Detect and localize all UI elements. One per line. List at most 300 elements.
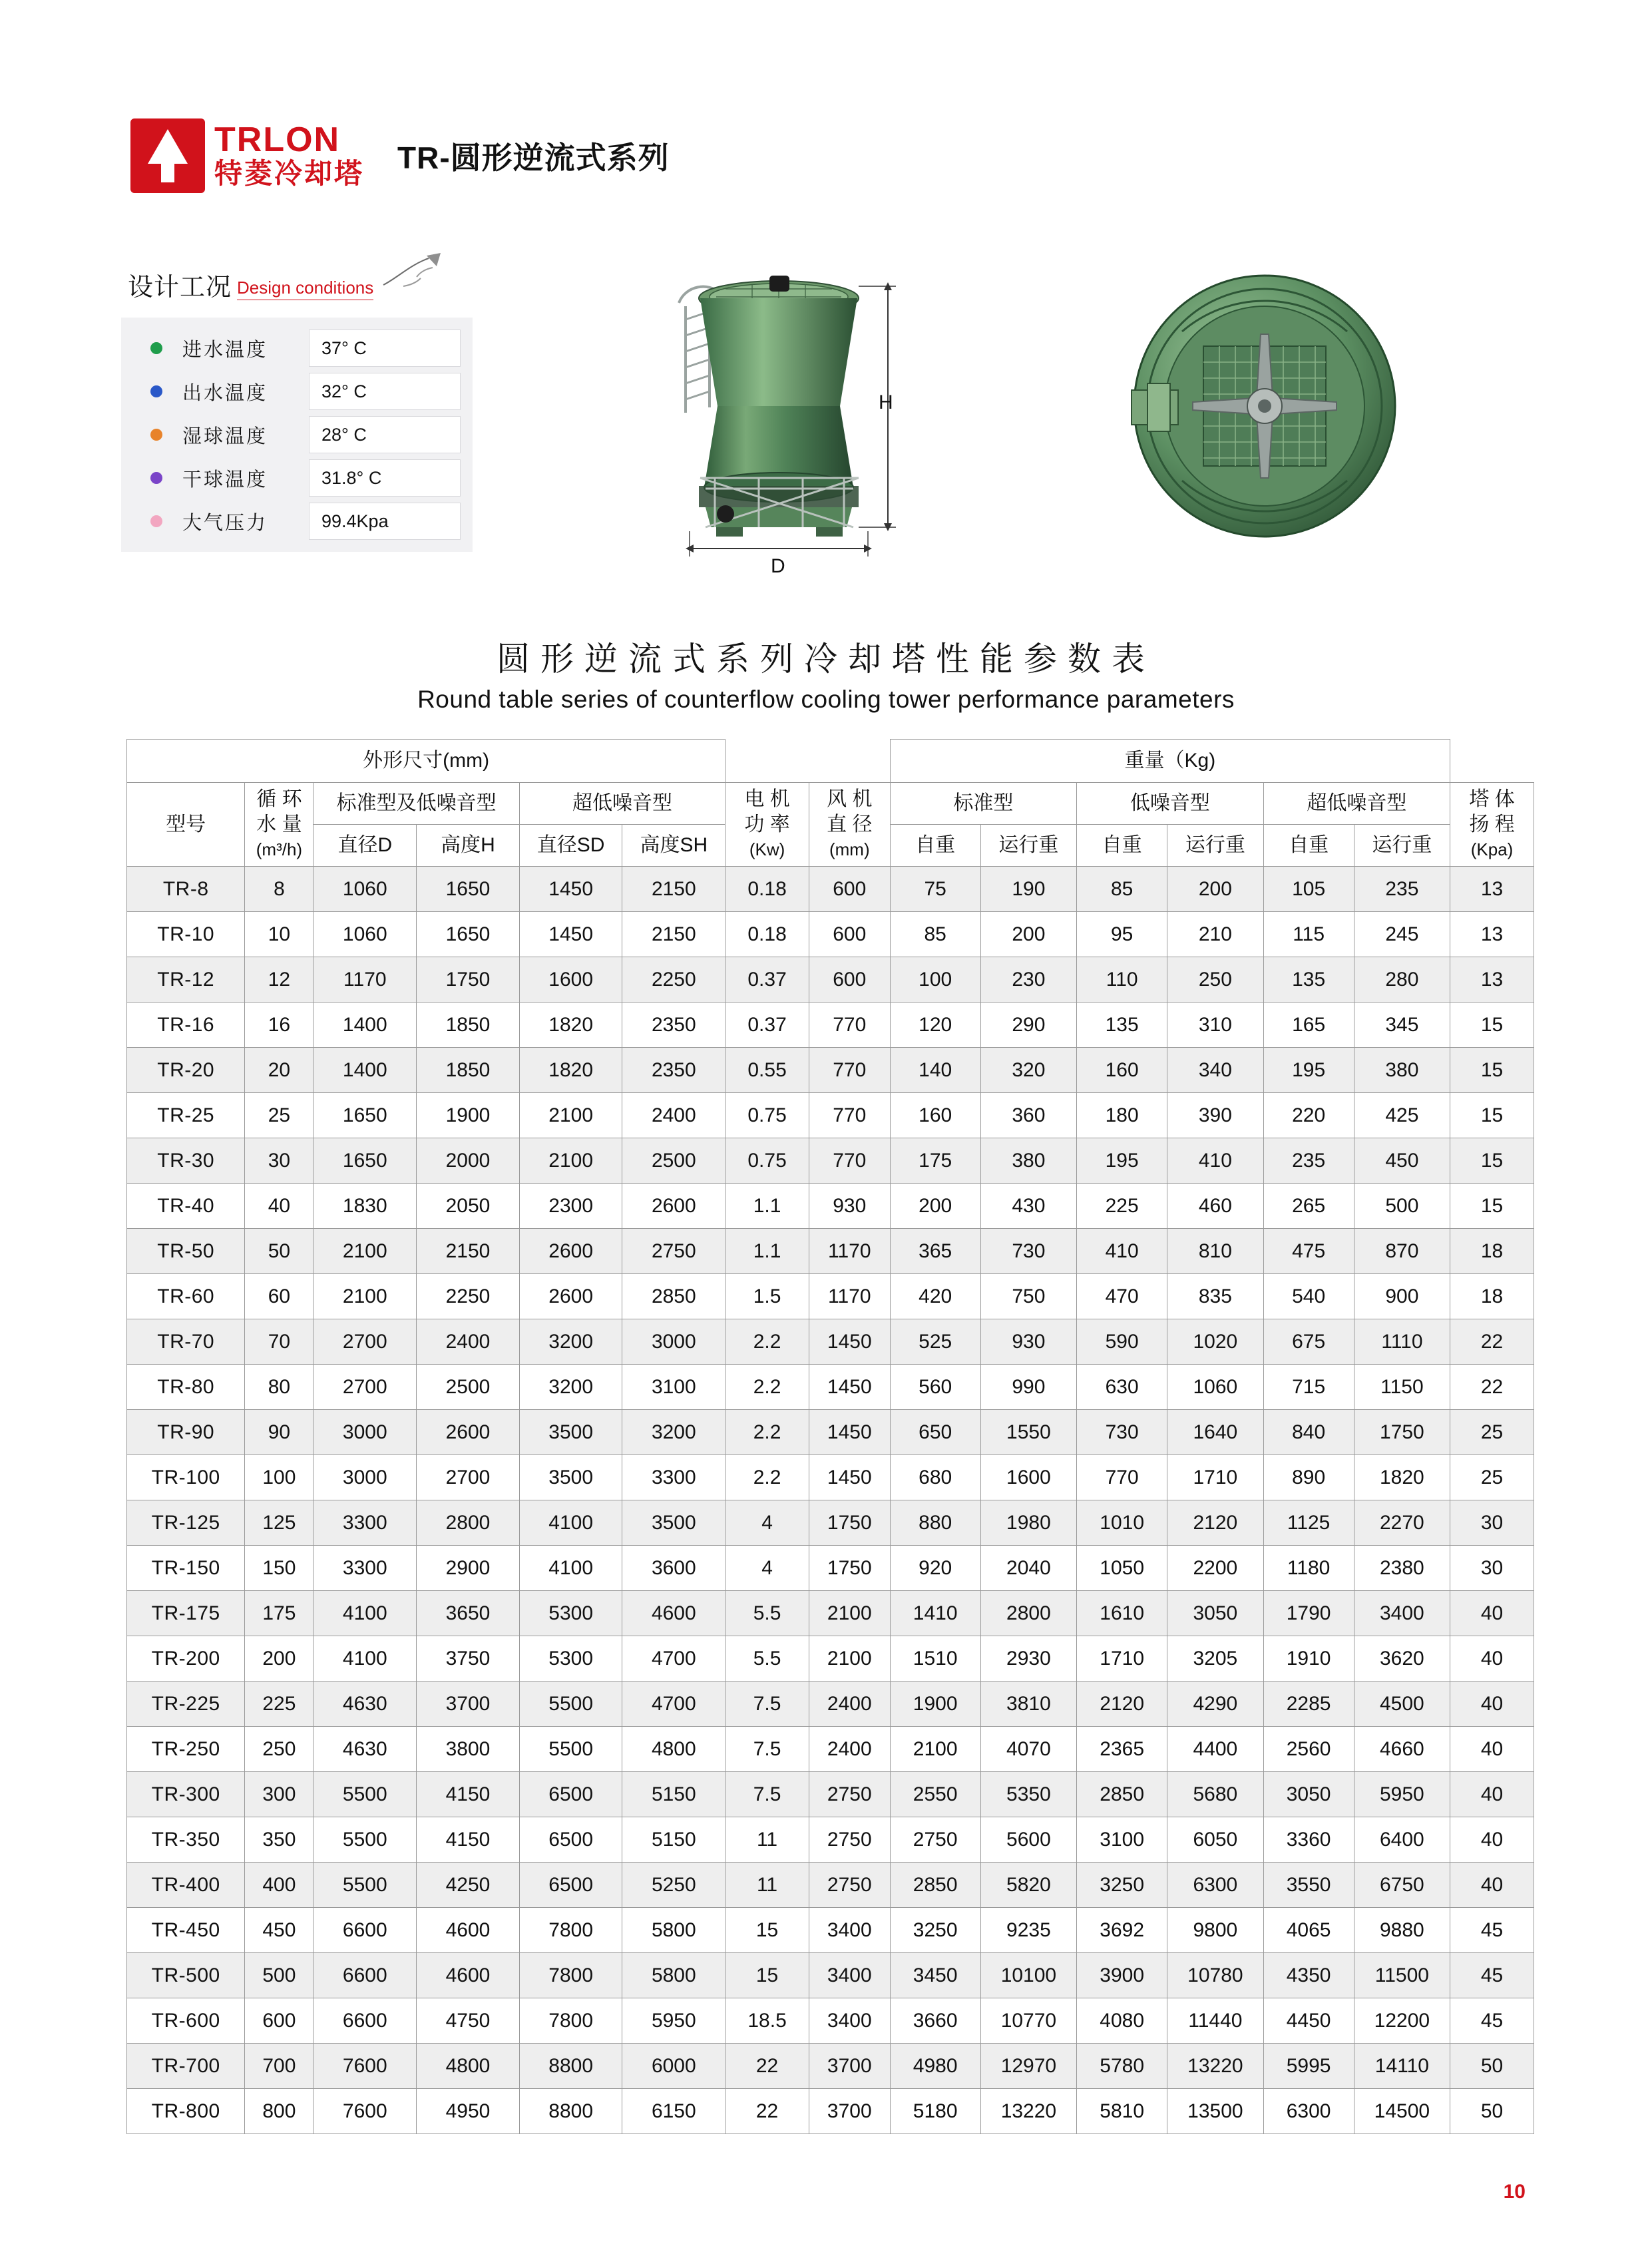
table-cell: 2270 [1354, 1500, 1450, 1546]
table-cell: 4800 [417, 2044, 520, 2089]
table-cell: 1020 [1167, 1319, 1263, 1365]
table-cell: 450 [1354, 1138, 1450, 1184]
design-condition-label: 湿球温度 [182, 425, 268, 447]
table-cell: 3700 [809, 2044, 890, 2089]
table-cell: 85 [1077, 867, 1167, 912]
table-cell-model: TR-30 [127, 1138, 245, 1184]
table-cell: 200 [1167, 867, 1263, 912]
table-row [127, 1591, 1534, 1636]
table-cell: 2800 [980, 1591, 1076, 1636]
bullet-dot-icon [133, 472, 180, 484]
table-cell: 3500 [519, 1455, 622, 1500]
table-row [127, 912, 1534, 957]
table-cell: 1180 [1263, 1546, 1354, 1591]
table-cell: 0.18 [725, 912, 809, 957]
table-row [127, 1319, 1534, 1365]
table-cell: 835 [1167, 1274, 1263, 1319]
table-cell: 180 [1077, 1093, 1167, 1138]
table-cell: 2380 [1354, 1546, 1450, 1591]
table-cell: 1980 [980, 1500, 1076, 1546]
table-cell: 2750 [809, 1772, 890, 1817]
table-cell: 1510 [890, 1636, 980, 1682]
table-cell: 160 [1077, 1048, 1167, 1093]
table-cell: 1910 [1263, 1636, 1354, 1682]
dimension-label-diameter: D [771, 555, 785, 577]
table-cell: 525 [890, 1319, 980, 1365]
table-cell: 30 [245, 1138, 313, 1184]
table-cell: 230 [980, 957, 1076, 1003]
table-cell: 40 [1450, 1636, 1534, 1682]
table-cell: 2350 [622, 1003, 725, 1048]
table-cell: 1710 [1167, 1455, 1263, 1500]
table-cell: 165 [1263, 1003, 1354, 1048]
logo-text-cn: 特菱冷却塔 [214, 158, 365, 190]
table-cell: 225 [1077, 1184, 1167, 1229]
table-cell: 2.2 [725, 1319, 809, 1365]
table-cell: 0.75 [725, 1093, 809, 1138]
table-cell: 600 [809, 867, 890, 912]
table-cell: 425 [1354, 1093, 1450, 1138]
table-cell: 560 [890, 1365, 980, 1410]
table-cell: 7600 [313, 2044, 417, 2089]
table-row [127, 1138, 1534, 1184]
table-cell: 3500 [519, 1410, 622, 1455]
table-cell: 5780 [1077, 2044, 1167, 2089]
table-cell: 1450 [809, 1365, 890, 1410]
table-cell: 3205 [1167, 1636, 1263, 1682]
table-cell: 18 [1450, 1229, 1534, 1274]
table-body [127, 867, 1534, 2134]
table-header-self-weight-std: 自重 [890, 825, 980, 867]
table-cell: 990 [980, 1365, 1076, 1410]
table-cell: 3900 [1077, 1953, 1167, 1998]
table-cell: 4350 [1263, 1953, 1354, 1998]
table-cell: 22 [725, 2044, 809, 2089]
table-cell: 3800 [417, 1727, 520, 1772]
table-cell: 4500 [1354, 1682, 1450, 1727]
table-cell: 2100 [809, 1636, 890, 1682]
table-cell: 3400 [809, 1953, 890, 1998]
table-cell: 4700 [622, 1682, 725, 1727]
table-row [127, 1817, 1534, 1863]
table-cell: 6600 [313, 1953, 417, 1998]
table-cell: 4750 [417, 1998, 520, 2044]
table-cell: 40 [1450, 1772, 1534, 1817]
table-cell: 2300 [519, 1184, 622, 1229]
table-cell: 5150 [622, 1817, 725, 1863]
dimension-label-height: H [879, 391, 893, 413]
table-cell: 250 [1167, 957, 1263, 1003]
table-cell-model: TR-80 [127, 1365, 245, 1410]
table-cell: 25 [1450, 1455, 1534, 1500]
table-cell: 45 [1450, 1953, 1534, 1998]
table-cell: 3200 [519, 1365, 622, 1410]
table-cell: 2850 [1077, 1772, 1167, 1817]
table-cell: 3660 [890, 1998, 980, 2044]
table-row [127, 1048, 1534, 1093]
table-cell: 7.5 [725, 1682, 809, 1727]
table-header-weight-standard: 标准型 [890, 783, 1076, 825]
design-condition-value: 28° C [309, 416, 461, 453]
table-cell: 880 [890, 1500, 980, 1546]
table-cell-model: TR-350 [127, 1817, 245, 1863]
table-cell: 2500 [622, 1138, 725, 1184]
table-cell: 3200 [622, 1410, 725, 1455]
table-cell: 200 [890, 1184, 980, 1229]
bullet-dot-icon [133, 385, 180, 397]
table-cell: 890 [1263, 1455, 1354, 1500]
table-cell: 220 [1263, 1093, 1354, 1138]
table-cell: 770 [1077, 1455, 1167, 1500]
table-cell: 135 [1077, 1003, 1167, 1048]
table-cell: 13 [1450, 912, 1534, 957]
table-row [127, 1863, 1534, 1908]
table-cell: 3000 [622, 1319, 725, 1365]
table-cell: 5500 [313, 1772, 417, 1817]
table-cell: 1450 [809, 1455, 890, 1500]
table-cell: 3000 [313, 1455, 417, 1500]
table-cell: 460 [1167, 1184, 1263, 1229]
table-cell: 2.2 [725, 1410, 809, 1455]
table-cell: 150 [245, 1546, 313, 1591]
table-cell: 1450 [519, 912, 622, 957]
table-cell: 2930 [980, 1636, 1076, 1682]
table-cell: 175 [890, 1138, 980, 1184]
table-cell: 2700 [313, 1319, 417, 1365]
table-cell: 200 [980, 912, 1076, 957]
table-header-fan-diameter: 风 机 直 径 (mm) [809, 783, 890, 867]
table-cell: 3200 [519, 1319, 622, 1365]
table-cell: 4600 [417, 1908, 520, 1953]
table-cell: 920 [890, 1546, 980, 1591]
table-cell: 1060 [1167, 1365, 1263, 1410]
table-cell: 6500 [519, 1817, 622, 1863]
table-cell: 1125 [1263, 1500, 1354, 1546]
table-cell: 7.5 [725, 1727, 809, 1772]
table-cell: 200 [245, 1636, 313, 1682]
table-cell: 840 [1263, 1410, 1354, 1455]
table-cell: 5500 [519, 1727, 622, 1772]
table-header-motor-power: 电 机 功 率 (Kw) [725, 783, 809, 867]
table-cell: 5300 [519, 1636, 622, 1682]
table-header-flow [245, 783, 313, 867]
table-cell: 770 [809, 1048, 890, 1093]
table-cell: 390 [1167, 1093, 1263, 1138]
table-cell: 770 [809, 1093, 890, 1138]
table-cell-model: TR-40 [127, 1184, 245, 1229]
table-cell: 2700 [313, 1365, 417, 1410]
table-cell: 1650 [313, 1093, 417, 1138]
table-cell-model: TR-300 [127, 1772, 245, 1817]
table-cell: 95 [1077, 912, 1167, 957]
table-cell: 800 [245, 2089, 313, 2134]
table-cell: 3050 [1167, 1591, 1263, 1636]
table-cell: 6400 [1354, 1817, 1450, 1863]
design-condition-row [133, 459, 461, 497]
table-cell: 1.1 [725, 1229, 809, 1274]
table-cell: 680 [890, 1455, 980, 1500]
table-cell: 40 [245, 1184, 313, 1229]
table-cell: 1170 [313, 957, 417, 1003]
table-row [127, 957, 1534, 1003]
table-cell: 5600 [980, 1817, 1076, 1863]
table-cell: 2100 [890, 1727, 980, 1772]
table-cell: 1850 [417, 1048, 520, 1093]
table-cell: 7800 [519, 1908, 622, 1953]
motor-power-unit: (Kw) [749, 839, 785, 860]
table-cell: 1170 [809, 1229, 890, 1274]
table-cell: 2.2 [725, 1365, 809, 1410]
table-header-dia-d: 直径D [313, 825, 417, 867]
tower-head-unit: (Kpa) [1470, 839, 1514, 860]
table-cell: 5995 [1263, 2044, 1354, 2089]
table-cell: 10100 [980, 1953, 1076, 1998]
table-cell-model: TR-50 [127, 1229, 245, 1274]
table-cell: 3500 [622, 1500, 725, 1546]
table-header-dia-sd: 直径SD [519, 825, 622, 867]
table-cell: 3360 [1263, 1817, 1354, 1863]
table-cell: 1400 [313, 1003, 417, 1048]
table-cell: 2850 [622, 1274, 725, 1319]
table-cell: 3400 [809, 1908, 890, 1953]
table-cell: 3100 [622, 1365, 725, 1410]
table-cell: 630 [1077, 1365, 1167, 1410]
table-cell: 500 [1354, 1184, 1450, 1229]
table-cell: 4150 [417, 1772, 520, 1817]
table-cell: 13220 [980, 2089, 1076, 2134]
table-cell: 1850 [417, 1003, 520, 1048]
table-cell-model: TR-25 [127, 1093, 245, 1138]
table-cell: 225 [245, 1682, 313, 1727]
table-cell: 2.2 [725, 1455, 809, 1500]
table-cell: 50 [245, 1229, 313, 1274]
table-cell: 2550 [890, 1772, 980, 1817]
triangle-arrow-logo-icon [130, 118, 205, 193]
table-cell: 5180 [890, 2089, 980, 2134]
table-cell: 10 [245, 912, 313, 957]
table-cell: 15 [725, 1908, 809, 1953]
design-condition-value: 37° C [309, 330, 461, 367]
table-cell: 245 [1354, 912, 1450, 957]
table-cell: 6000 [622, 2044, 725, 2089]
table-cell: 2100 [313, 1229, 417, 1274]
table-cell: 1820 [1354, 1455, 1450, 1500]
table-cell: 3600 [622, 1546, 725, 1591]
table-cell: 10770 [980, 1998, 1076, 2044]
table-cell: 3550 [1263, 1863, 1354, 1908]
table-cell-model: TR-60 [127, 1274, 245, 1319]
table-cell: 1410 [890, 1591, 980, 1636]
table-cell: 1400 [313, 1048, 417, 1093]
table-cell: 2400 [622, 1093, 725, 1138]
design-condition-label: 干球温度 [182, 469, 268, 491]
table-cell: 9235 [980, 1908, 1076, 1953]
table-cell: 2040 [980, 1546, 1076, 1591]
table-cell: 410 [1077, 1229, 1167, 1274]
table-cell: 4950 [417, 2089, 520, 2134]
table-cell: 30 [1450, 1500, 1534, 1546]
table-cell: 900 [1354, 1274, 1450, 1319]
table-cell: 12 [245, 957, 313, 1003]
table-cell-model: TR-225 [127, 1682, 245, 1727]
table-cell: 4 [725, 1546, 809, 1591]
table-cell: 6300 [1167, 1863, 1263, 1908]
table-cell: 1450 [809, 1410, 890, 1455]
table-cell: 1010 [1077, 1500, 1167, 1546]
design-conditions-title-en: Design conditions [237, 278, 373, 300]
table-cell: 310 [1167, 1003, 1263, 1048]
table-cell: 2400 [809, 1727, 890, 1772]
table-cell: 30 [1450, 1546, 1534, 1591]
flow-label-line1: 循 环 水 量 [256, 788, 302, 835]
table-cell: 420 [890, 1274, 980, 1319]
table-cell: 5800 [622, 1908, 725, 1953]
table-cell: 450 [245, 1908, 313, 1953]
bullet-dot-icon [133, 429, 180, 441]
table-cell: 1600 [519, 957, 622, 1003]
table-cell: 5820 [980, 1863, 1076, 1908]
table-cell: 11 [725, 1863, 809, 1908]
table-cell: 13500 [1167, 2089, 1263, 2134]
design-condition-label: 大气压力 [182, 512, 268, 534]
table-cell-model: TR-16 [127, 1003, 245, 1048]
table-cell: 18 [1450, 1274, 1534, 1319]
table-cell: 11500 [1354, 1953, 1450, 1998]
table-cell: 4630 [313, 1682, 417, 1727]
table-cell: 1110 [1354, 1319, 1450, 1365]
table-header-self-weight-ultra: 自重 [1263, 825, 1354, 867]
table-row [127, 1184, 1534, 1229]
table-cell-model: TR-800 [127, 2089, 245, 2134]
table-cell: 2500 [417, 1365, 520, 1410]
table-cell: 4600 [622, 1591, 725, 1636]
table-cell: 4400 [1167, 1727, 1263, 1772]
table-cell: 4450 [1263, 1998, 1354, 2044]
table-cell-model: TR-450 [127, 1908, 245, 1953]
table-cell: 280 [1354, 957, 1450, 1003]
table-cell: 3700 [809, 2089, 890, 2134]
table-cell: 1750 [1354, 1410, 1450, 1455]
hand-pen-decorative-icon [377, 252, 457, 292]
table-cell: 90 [245, 1410, 313, 1455]
table-cell: 2050 [417, 1184, 520, 1229]
table-cell-model: TR-175 [127, 1591, 245, 1636]
table-cell: 22 [1450, 1319, 1534, 1365]
table-cell: 2200 [1167, 1546, 1263, 1591]
table-cell: 265 [1263, 1184, 1354, 1229]
table-cell: 400 [245, 1863, 313, 1908]
table-cell: 5250 [622, 1863, 725, 1908]
table-cell: 3300 [313, 1500, 417, 1546]
table-cell: 4070 [980, 1727, 1076, 1772]
table-cell: 25 [245, 1093, 313, 1138]
table-cell: 6050 [1167, 1817, 1263, 1863]
table-cell-model: TR-700 [127, 2044, 245, 2089]
table-cell: 25 [1450, 1410, 1534, 1455]
table-cell: 4660 [1354, 1727, 1450, 1772]
table-cell: 5500 [519, 1682, 622, 1727]
table-row [127, 1229, 1534, 1274]
table-header-weight-ultra-low: 超低噪音型 [1263, 783, 1450, 825]
bullet-dot-icon [133, 515, 180, 527]
table-cell: 2365 [1077, 1727, 1167, 1772]
table-cell: 5150 [622, 1772, 725, 1817]
table-cell: 410 [1167, 1138, 1263, 1184]
table-cell: 475 [1263, 1229, 1354, 1274]
table-cell: 8 [245, 867, 313, 912]
section-title-cn: 圆形逆流式系列冷却塔性能参数表 [497, 640, 1155, 678]
table-cell: 700 [245, 2044, 313, 2089]
table-cell: 2120 [1077, 1682, 1167, 1727]
table-row [127, 2044, 1534, 2089]
table-cell: 4100 [519, 1546, 622, 1591]
table-cell: 1900 [890, 1682, 980, 1727]
table-cell-model: TR-90 [127, 1410, 245, 1455]
table-cell: 0.18 [725, 867, 809, 912]
table-cell: 1450 [519, 867, 622, 912]
table-cell: 40 [1450, 1682, 1534, 1727]
table-cell: 7.5 [725, 1772, 809, 1817]
table-cell: 140 [890, 1048, 980, 1093]
table-cell: 1750 [809, 1546, 890, 1591]
design-condition-value: 31.8° C [309, 459, 461, 497]
table-cell: 110 [1077, 957, 1167, 1003]
table-cell: 4065 [1263, 1908, 1354, 1953]
table-header-height-sh: 高度SH [622, 825, 725, 867]
table-cell: 0.37 [725, 957, 809, 1003]
table-cell: 40 [1450, 1591, 1534, 1636]
table-cell: 1650 [417, 912, 520, 957]
table-cell: 600 [809, 957, 890, 1003]
table-cell-model: TR-150 [127, 1546, 245, 1591]
brand-logo [214, 122, 364, 190]
table-cell: 3700 [417, 1682, 520, 1727]
table-cell: 4 [725, 1500, 809, 1546]
table-row [127, 1682, 1534, 1727]
table-cell: 1150 [1354, 1365, 1450, 1410]
table-cell: 1050 [1077, 1546, 1167, 1591]
table-cell: 8800 [519, 2089, 622, 2134]
logo-text-en: TRLON [214, 120, 341, 159]
table-cell: 2100 [519, 1138, 622, 1184]
table-cell-model: TR-250 [127, 1727, 245, 1772]
table-cell: 2600 [519, 1274, 622, 1319]
table-cell: 75 [890, 867, 980, 912]
table-cell: 4250 [417, 1863, 520, 1908]
table-cell: 120 [890, 1003, 980, 1048]
table-cell: 2150 [417, 1229, 520, 1274]
table-cell: 4290 [1167, 1682, 1263, 1727]
table-row [127, 867, 1534, 912]
table-cell: 3300 [313, 1546, 417, 1591]
design-conditions-title-cn: 设计工况 [128, 274, 232, 302]
table-cell: 1790 [1263, 1591, 1354, 1636]
table-cell: 22 [1450, 1365, 1534, 1410]
flow-unit: (m³/h) [256, 839, 303, 860]
table-cell: 3250 [890, 1908, 980, 1953]
table-cell: 290 [980, 1003, 1076, 1048]
table-cell: 1830 [313, 1184, 417, 1229]
table-cell: 3750 [417, 1636, 520, 1682]
table-cell: 45 [1450, 1908, 1534, 1953]
table-cell: 195 [1263, 1048, 1354, 1093]
table-cell: 3810 [980, 1682, 1076, 1727]
table-cell: 5.5 [725, 1591, 809, 1636]
table-cell: 15 [1450, 1048, 1534, 1093]
table-cell: 5.5 [725, 1636, 809, 1682]
table-cell: 5500 [313, 1817, 417, 1863]
table-cell: 14110 [1354, 2044, 1450, 2089]
